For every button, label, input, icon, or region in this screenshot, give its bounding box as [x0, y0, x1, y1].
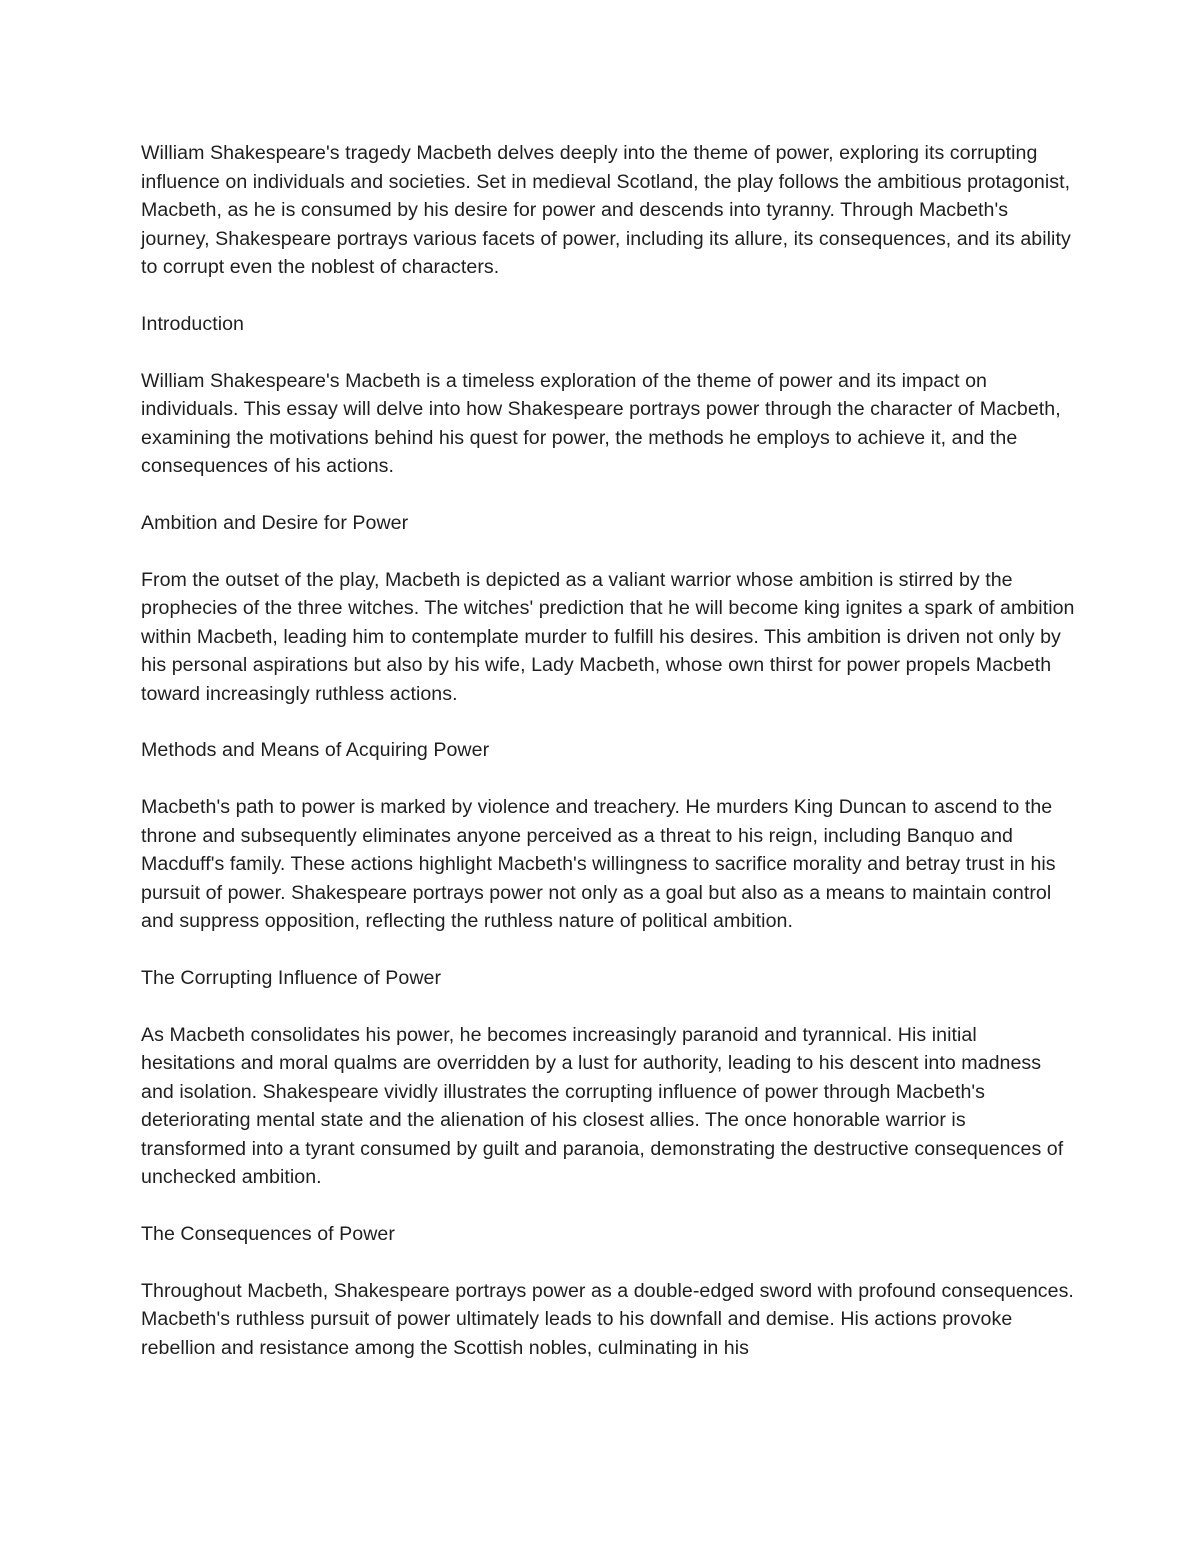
section-heading-ambition: Ambition and Desire for Power — [141, 511, 409, 534]
section-heading-introduction: Introduction — [141, 312, 244, 335]
section-body-consequences: Throughout Macbeth, Shakespeare portrays power as a double-edged sword with profound consequences. Macbeth's ruthless pursuit of power ultimately leads to his downfall and demise. His actions provoke rebellion and resistance among the Scottish nobles, culminating in his — [141, 1279, 1074, 1359]
section-body-ambition: From the outset of the play, Macbeth is depicted as a valiant warrior whose ambition is stirred by the prophecies of the three witches. The witches' prediction that he will become king ignites a spark of ambition within Macbeth, leading him to contemplate murder to fulfill his desires. This ambition is driven not only by his personal aspirations but also by his wife, Lady Macbeth, whose own thirst for power propels Macbeth toward increasingly ruthless actions. — [141, 568, 1075, 705]
section-heading-methods: Methods and Means of Acquiring Power — [141, 739, 490, 761]
section-body-corrupting-influence: As Macbeth consolidates his power, he becomes increasingly paranoid and tyrannical. His initial hesitations and moral qualms are overridden by a lust for authority, leading to his descent into madness and isolation. Shakespeare vividly illustrates the corrupting influence of power through Macbeth's deteriorating mental state and the alienation of his closest allies. The once honorable warrior is transformed into a tyrant consumed by guilt and paranoia, demonstrating the destructive consequences of unchecked ambition. — [141, 1023, 1064, 1188]
section-body-introduction: William Shakespeare's Macbeth is a timeless exploration of the theme of power and its impact on individuals. This essay will delve into how Shakespeare portrays power through the character of Macbeth, examining the motivations behind his quest for power, the methods he employs to achieve it, and the consequences of his actions. — [141, 369, 1061, 477]
section-heading-consequences: The Consequences of Power — [141, 1222, 395, 1245]
intro-paragraph: William Shakespeare's tragedy Macbeth delves deeply into the theme of power, exploring its corrupting influence on individuals and societies. Set in medieval Scotland, the play follows the ambitious protagonist, Macbeth, as he is consumed by his desire for power and descends into tyranny. Through Macbeth's journey, Shakespeare portrays various facets of power, including its allure, its consequences, and its ability to corrupt even the noblest of characters. — [141, 142, 1071, 278]
section-body-methods: Macbeth's path to power is marked by violence and treachery. He murders King Duncan to ascend to the throne and subsequently eliminates anyone perceived as a threat to his reign, including Banquo and Macduff's family. These actions highlight Macbeth's willingness to sacrifice morality and betray trust in his pursuit of power. Shakespeare portrays power not only as a goal but also as a means to maintain control and suppress opposition, reflecting the ruthless nature of political ambition. — [141, 796, 1056, 932]
section-heading-corrupting-influence: The Corrupting Influence of Power — [141, 966, 442, 989]
